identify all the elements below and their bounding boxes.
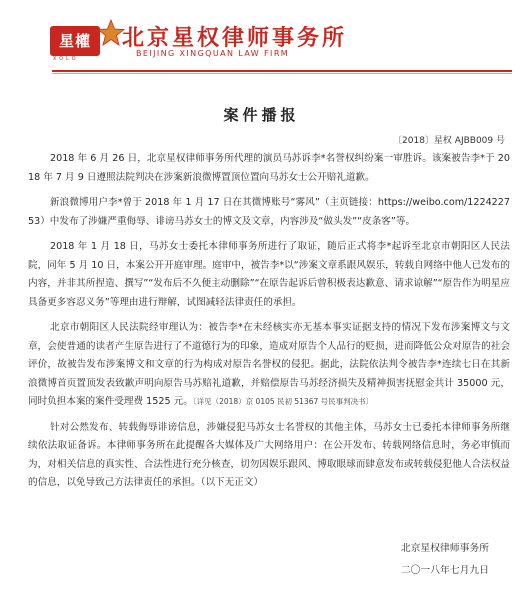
letterhead — [0, 0, 523, 78]
closing-note: （以下无正文） — [200, 477, 264, 488]
firm-name: 北京星权律师事务所 — [122, 25, 348, 51]
paragraph-4 — [28, 319, 510, 412]
document-reference: 〔2018〕星权 AJBB009 号 — [393, 136, 505, 146]
document-title: 案件播报 — [223, 106, 300, 124]
document-body — [28, 150, 510, 500]
firm-logo — [50, 26, 100, 56]
paragraph-1: 2018 年 6 月 26 日，北京星权律师事务所代理的演员马苏诉李*名誉权纠纷案一审胜诉。该案被告李*于 2018 年 7 月 9 日遵照法院判决在涉案新浪微博置顶位置向马苏女士公开赔礼道歉。 — [28, 153, 510, 183]
paragraph-3: 2018 年 1 月 18 日，马苏女士委托本律师事务所进行了取证，随后正式将李*起诉至北京市朝阳区人民法院，同年 5 月 10 日，本案公开开庭审理。庭审中，被告李*以“涉案文章系跟风娱乐，转载自网络中他人已发布的内容，并非其所捏造、撰写”“发布后不久便主动删除”“在原告起诉后曾积极表达歉意、请求谅解”“原告作为明星应具备更多容忍义务”等理由进行辩解，试图减轻法律责任的承担。 — [28, 241, 510, 308]
judgment-reference-note: 〔详见（2018）京 0105 民初 51367 号民事判决书〕 — [192, 397, 374, 406]
logo-text: 星權 — [58, 32, 91, 50]
logo-subtext: XOLO — [53, 56, 79, 62]
header-divider — [52, 70, 512, 74]
firm-name-english: BEIJING XINGQUAN LAW FIRM — [136, 49, 290, 58]
signature-date: 二〇一八年七月九日 — [400, 565, 489, 576]
paragraph-5-text: 针对公然发布、转载侮辱诽谤信息，涉嫌侵犯马苏女士名誉权的其他主体，马苏女士已委托本律师事务所继续依法取证备诉。本律师事务所在此提醒各大媒体及广大网络用户：在公开发布、转载网络信息时，务必审慎而为，对相关信息的真实性、合法性进行充分核查，切勿因娱乐跟风、博取眼球而肆意发布或转载侵犯他人合法权益的信息，以免导致己方法律责任的承担。 — [28, 421, 510, 488]
signature-firm: 北京星权律师事务所 — [400, 543, 489, 554]
signature-block — [401, 538, 489, 582]
paragraph-2: 新浪微博用户李*曾于 2018 年 1 月 17 日在其微博账号“雾风”（主页链接：https://weibo.com/122422753）中发布了涉嫌严重侮辱、诽谤马苏女士的博文及文章，内容涉及“做头发”“皮条客”等。 — [28, 197, 510, 227]
paragraph-4-text: 北京市朝阳区人民法院经审理认为：被告李*在未经核实亦无基本事实证据支持的情况下发布涉案博文与文章，会使普通的读者产生原告进行了不道德行为的印象，造成对原告个人品行的贬损，进而降低公众对原告的社会评价，故被告发布涉案博文和文章的行为构成对原告名誉权的侵犯。据此，法院依法判令被告李*连续七日在其新浪微博首页置顶发表致歉声明向原告马苏赔礼道歉，并赔偿原告马苏经济损失及精神损害抚慰金共计 35000 元，同时负担本案的案件受理费 1525 元。 — [28, 322, 510, 407]
paragraph-5 — [28, 419, 510, 493]
